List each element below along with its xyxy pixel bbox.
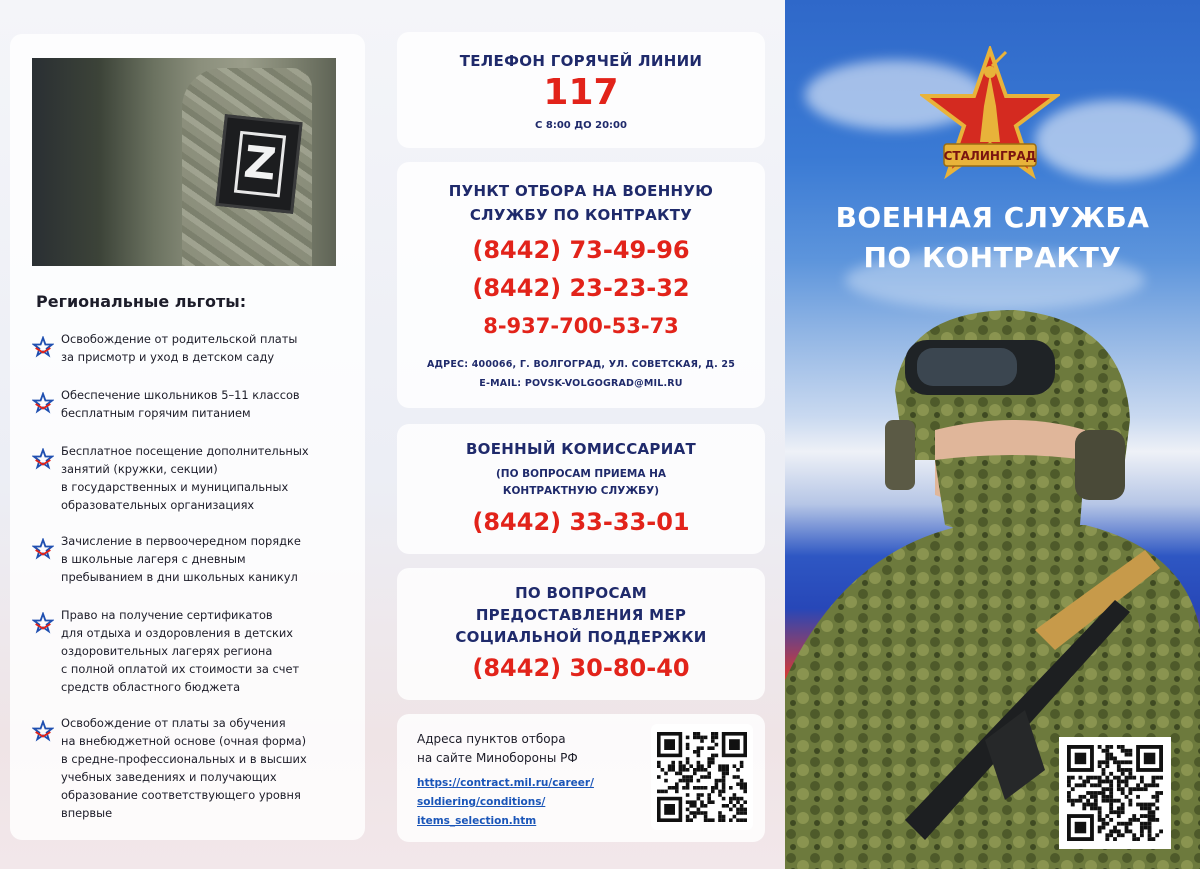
stalingrad-star-emblem xyxy=(920,46,1060,186)
benefit-item xyxy=(32,606,342,696)
benefit-text: Освобождение от платы за обучения на внебюджетной основе (очная форма) в средне-профессиональных и в высших учебных заведениях и получающих образование соответствующего уровня впервые xyxy=(61,716,307,820)
patch-letter: Z xyxy=(234,131,286,197)
benefit-item xyxy=(32,330,342,366)
hotline-card xyxy=(397,32,765,148)
recruitment-point-card xyxy=(397,162,765,408)
star-bullet-icon xyxy=(32,336,54,358)
addresses-title: Адреса пунктов отбора на сайте Минобороны РФ xyxy=(417,732,578,765)
star-bullet-icon xyxy=(32,720,54,742)
benefit-text: Обеспечение школьников 5–11 классов бесплатным горячим питанием xyxy=(61,388,300,420)
recruitment-email[interactable]: E-MAIL: POVSK-VOLGOGRAD@MIL.RU xyxy=(479,378,683,389)
cover-panel xyxy=(785,0,1200,869)
star-bullet-icon xyxy=(32,538,54,560)
star-bullet-icon xyxy=(32,612,54,634)
commissariat-phone[interactable]: (8442) 33-33-01 xyxy=(472,508,690,536)
emblem-text: СТАЛИНГРАД xyxy=(943,149,1037,163)
recruitment-address: АДРЕС: 400066, Г. ВОЛГОГРАД, УЛ. СОВЕТСКАЯ, Д. 25 xyxy=(426,359,736,370)
uniform-patch-photo xyxy=(32,58,336,266)
recruitment-phone[interactable]: (8442) 23-23-32 xyxy=(472,274,690,302)
star-bullet-icon xyxy=(32,448,54,470)
commissariat-title: ВОЕННЫЙ КОМИССАРИАТ xyxy=(465,440,697,458)
social-support-card xyxy=(397,568,765,700)
hotline-title: ТЕЛЕФОН ГОРЯЧЕЙ ЛИНИИ xyxy=(459,52,703,70)
benefit-item xyxy=(32,714,342,822)
social-support-title: ПО ВОПРОСАМ ПРЕДОСТАВЛЕНИЯ МЕР СОЦИАЛЬНОЙ ПОДДЕРЖКИ xyxy=(455,584,707,646)
benefit-text: Бесплатное посещение дополнительных занятий (кружки, секции) в государственных и муниципальных образовательных организациях xyxy=(61,444,309,512)
cover-title: ВОЕННАЯ СЛУЖБА ПО КОНТРАКТУ xyxy=(835,201,1150,274)
benefit-text: Право на получение сертификатов для отдыха и оздоровления в детских оздоровительных лагерях региона с полной оплатой их стоимости за счет средств областного бюджета xyxy=(61,608,300,694)
recruitment-phone[interactable]: (8442) 73-49-96 xyxy=(472,236,690,264)
benefit-item xyxy=(32,442,342,514)
selection-addresses-card xyxy=(397,714,765,842)
social-support-phone[interactable]: (8442) 30-80-40 xyxy=(472,654,690,682)
benefits-heading: Региональные льготы: xyxy=(36,292,247,311)
mil-ru-link[interactable]: https://contract.mil.ru/career/ soldiering/conditions/ items_selection.htm xyxy=(417,777,594,827)
benefit-item xyxy=(32,532,342,586)
recruitment-phone[interactable]: 8-937-700-53-73 xyxy=(483,314,679,338)
z-patch xyxy=(215,114,302,214)
qr-code-icon[interactable] xyxy=(651,724,753,830)
qr-code-icon[interactable] xyxy=(1059,737,1171,849)
commissariat-card xyxy=(397,424,765,554)
recruitment-title: ПУНКТ ОТБОРА НА ВОЕННУЮ СЛУЖБУ ПО КОНТРАКТУ xyxy=(448,182,714,224)
star-bullet-icon xyxy=(32,392,54,414)
benefit-text: Освобождение от родительской платы за присмотр и уход в детском саду xyxy=(61,332,298,364)
commissariat-subtitle: (ПО ВОПРОСАМ ПРИЕМА НА КОНТРАКТНУЮ СЛУЖБУ) xyxy=(495,468,667,497)
benefit-item xyxy=(32,386,342,422)
hotline-hours: С 8:00 ДО 20:00 xyxy=(535,120,627,131)
hotline-number[interactable]: 117 xyxy=(543,72,619,113)
benefit-text: Зачисление в первоочередном порядке в школьные лагеря с дневным пребыванием в дни школьных каникул xyxy=(61,534,301,584)
